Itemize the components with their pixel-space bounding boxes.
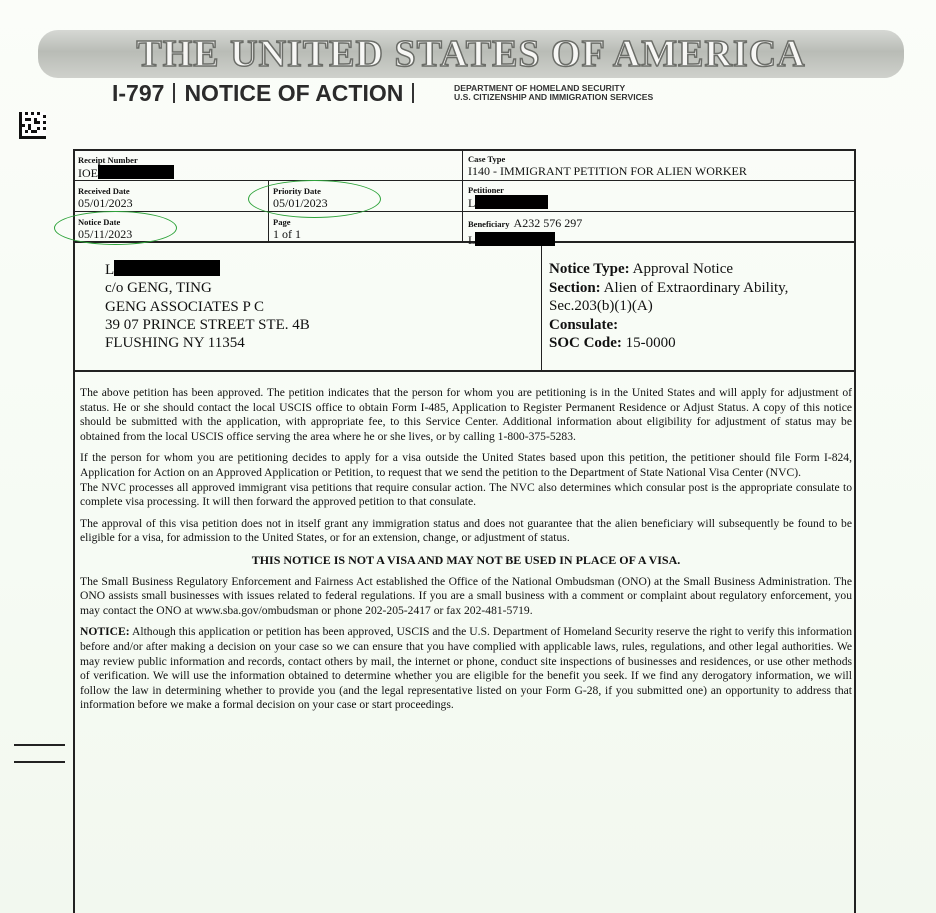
notice-type-value: Approval Notice: [632, 261, 734, 277]
paragraph-ombudsman: The Small Business Regulatory Enforcement and Fairness Act established the Office of the National Ombudsman (ONO) at the Small Business Administration. The ONO assists small businesses with issues related to federal regulations. If you are a small business with a comment or complaint about regulatory enforcement, you may contact the ONO at www.sba.gov/ombudsman or phone 202-205-2417 or fax 202-481-5719.: [80, 574, 852, 617]
address-line-4: 39 07 PRINCE STREET STE. 4B: [105, 316, 310, 333]
address-bottom-border: [73, 370, 856, 372]
row-divider-1: [73, 180, 856, 181]
receipt-number-cell: [78, 155, 174, 181]
received-date: 05/01/2023: [78, 196, 133, 210]
beneficiary: L: [468, 233, 476, 247]
receipt-number-label: Receipt Number: [78, 155, 138, 165]
section-value-2: Sec.203(b)(1)(A): [549, 298, 653, 314]
redaction-box: [475, 195, 548, 209]
dept-line-1: DEPARTMENT OF HOMELAND SECURITY: [454, 83, 626, 93]
paragraph-approval: The above petition has been approved. The petition indicates that the person for whom you are petitioning is in the United States and will apply for adjustment of status. He or she should contact the local USCIS office to obtain Form I-485, Application to Register Permanent Residence or Adjust Status. A copy of this notice should be submitted with the application, with appropriate fee, to this Service Center. Additional information about eligibility for adjustment of status may be obtained from the local USCIS office serving the area where he or she lives, or by calling 1-800-375-5283.: [80, 386, 852, 443]
case-type-cell: [468, 154, 747, 179]
address-line-2: c/o GENG, TING: [105, 280, 212, 297]
col-divider-mid: [462, 149, 463, 242]
address-line-5: FLUSHING NY 11354: [105, 335, 245, 352]
petitioner-label: Petitioner: [468, 185, 504, 195]
beneficiary-number: A232 576 297: [513, 216, 583, 230]
table-right-border: [854, 149, 856, 913]
address-line-3: GENG ASSOCIATES P C: [105, 298, 265, 315]
redaction-box: [114, 260, 220, 276]
redaction-box: [98, 165, 174, 179]
consulate-label: Consulate:: [549, 316, 619, 333]
address-line-1: L: [105, 262, 115, 278]
margin-mark: [14, 761, 65, 763]
notice-body: [80, 386, 852, 720]
notice-type-label: Notice Type:: [549, 261, 630, 277]
dept-line-2: U.S. CITIZENSHIP AND IMMIGRATION SERVICES: [454, 92, 654, 102]
agency-name: [454, 84, 653, 102]
soc-code-label: SOC Code:: [549, 335, 622, 351]
address-divider: [541, 241, 542, 371]
notice-date-highlight: [54, 211, 177, 245]
section-value: Alien of Extraordinary Ability,: [603, 279, 789, 296]
paragraph-notice: [80, 625, 852, 713]
case-type-label: Case Type: [468, 154, 506, 164]
petitioner-cell: [468, 185, 548, 211]
priority-date-label: Priority Date: [273, 186, 321, 196]
title-separator-2: [412, 83, 414, 103]
notice-type-block: [549, 260, 788, 353]
table-top-border: [73, 149, 856, 151]
beneficiary-label: Beneficiary: [468, 219, 510, 229]
received-date-cell: [78, 186, 133, 211]
case-type: I140 - IMMIGRANT PETITION FOR ALIEN WORKER: [468, 164, 747, 178]
row-divider-3: [73, 241, 856, 243]
notice-date-label: Notice Date: [78, 217, 121, 227]
paragraph-no-status: The approval of this visa petition does not in itself grant any immigration status and does not guarantee that the alien beneficiary will subsequently be found to be eligible for a visa, for admission to the United States, or for an extension, change, or adjustment of status.: [80, 516, 852, 545]
priority-date-highlight: [248, 180, 381, 218]
margin-mark: [14, 744, 65, 746]
received-date-label: Received Date: [78, 186, 130, 196]
notice-label: NOTICE:: [80, 625, 130, 639]
section-label: Section:: [549, 279, 601, 296]
notice-date: 05/11/2023: [78, 227, 133, 241]
paragraph-nvc: The NVC processes all approved immigrant visa petitions that require consular action. The NVC also determines which consular post is the appropriate consulate to complete visa processing. It will then forward the approved petition to that consulate.: [80, 480, 852, 509]
receipt-number: IOE: [78, 166, 98, 180]
row-divider-2: [73, 211, 856, 212]
priority-date: 05/01/2023: [273, 196, 328, 210]
not-a-visa-warning: THIS NOTICE IS NOT A VISA AND MAY NOT BE USED IN PLACE OF A VISA.: [251, 552, 681, 567]
notice-title: NOTICE OF ACTION: [184, 80, 404, 106]
mailing-address: [105, 260, 310, 352]
table-left-border: [73, 149, 75, 913]
beneficiary-cell: [468, 214, 582, 248]
page-cell: [273, 217, 301, 242]
soc-code-value: 15-0000: [625, 335, 676, 351]
banner: [38, 30, 904, 78]
title-separator: [173, 83, 175, 103]
notice-text: Although this application or petition has been approved, USCIS and the U.S. Department of Homeland Security reserve the right to verify this information before and/or after making a decision on your case so we can ensure that you have complied with applicable laws, rules, regulations, and other legal authorities. We may review public information and records, contact others by mail, the internet or phone, conduct site inspections of businesses and residences, or use other methods of verification. We will use the information obtained to determine whether you are eligible for the benefit you seek. If we find any derogatory information, we will follow the law in determining whether to provide you (and the legal representative listed on your Form G-28, if you submitted one) an opportunity to address that information before we make a formal decision on your case or start proceedings.: [80, 625, 852, 712]
notice-header: [112, 80, 423, 106]
petitioner: L: [468, 196, 476, 210]
paragraph-visa-outside: If the person for whom you are petitioning decides to apply for a visa outside the United States based upon this petition, the petitioner should file Form I-824, Application for Action on an Approved Application or Petition, to request that we send the petition to the Department of State National Visa Center (NVC).: [80, 451, 852, 479]
banner-text: THE UNITED STATES OF AMERICA: [136, 33, 806, 75]
page-label: Page: [273, 217, 291, 227]
page-number: 1 of 1: [273, 227, 301, 241]
form-number: I-797: [112, 80, 165, 106]
barcode-icon: [19, 112, 46, 139]
redaction-box: [475, 232, 555, 246]
